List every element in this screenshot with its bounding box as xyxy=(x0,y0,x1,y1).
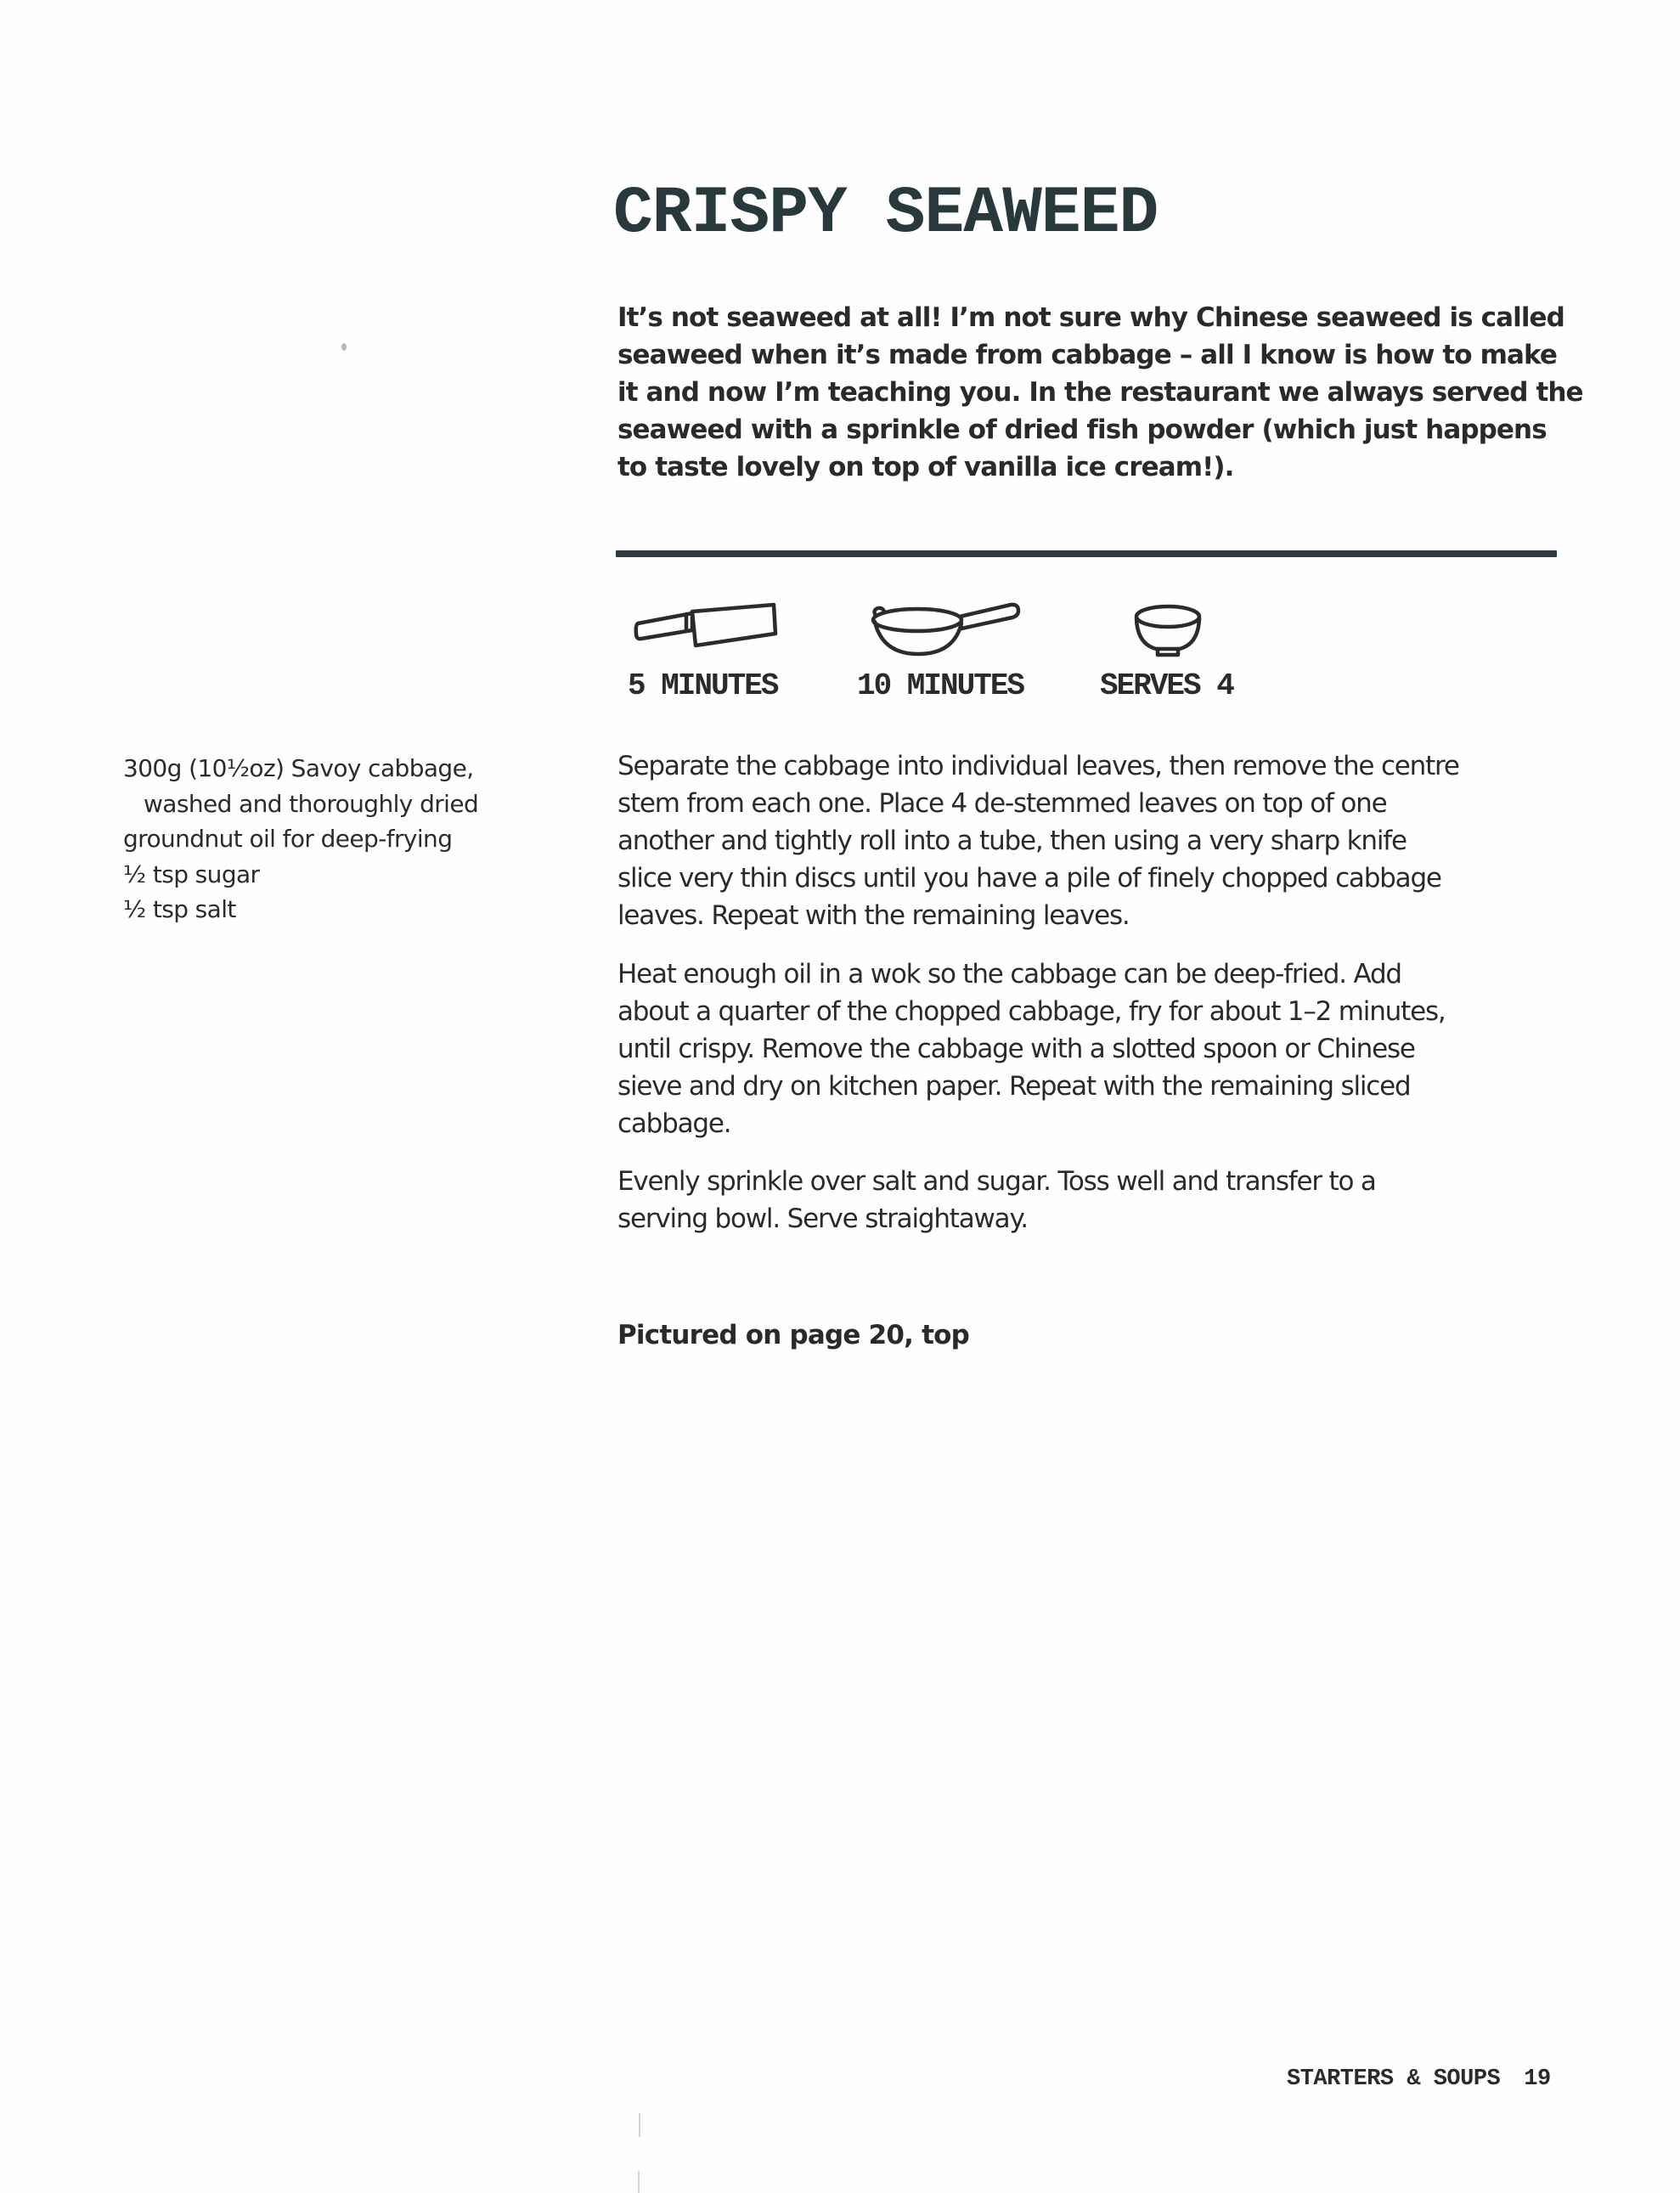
cook-time-label: 10 MINUTES xyxy=(857,668,1024,703)
method-line: until crispy. Remove the cabbage with a slotted spoon or Chinese xyxy=(617,1034,1415,1064)
method-step-3 xyxy=(617,1163,1560,1237)
ingredient-item xyxy=(123,857,514,893)
page-number: 19 xyxy=(1524,2066,1551,2092)
scan-mark xyxy=(639,2113,640,2137)
section-divider xyxy=(616,550,1557,557)
method-step-2 xyxy=(617,956,1560,1142)
prep-time-label: 5 MINUTES xyxy=(628,668,778,703)
ingredient-line: washed and thoroughly dried xyxy=(144,789,479,818)
method-line: another and tightly roll into a tube, then using a very sharp knife xyxy=(617,826,1407,856)
ingredient-line: groundnut oil for deep-frying xyxy=(123,825,453,853)
scan-speck xyxy=(341,343,347,351)
ingredient-item xyxy=(123,821,514,857)
page-footer xyxy=(1287,2066,1551,2093)
method-step-1 xyxy=(617,747,1560,934)
recipe-title: CRISPY SEAWEED xyxy=(613,177,1159,251)
ingredient-item xyxy=(123,892,514,927)
method-line: slice very thin discs until you have a pile of finely chopped cabbage xyxy=(617,863,1441,894)
intro-line: it and now I’m teaching you. In the restaurant we always served the xyxy=(617,377,1583,408)
ingredient-line: ½ tsp salt xyxy=(123,895,236,923)
method-line: Heat enough oil in a wok so the cabbage can be deep-fried. Add xyxy=(617,959,1401,989)
ingredient-line: ½ tsp sugar xyxy=(123,860,260,888)
ingredient-item xyxy=(123,751,514,821)
method-line: serving bowl. Serve straightaway. xyxy=(617,1204,1028,1234)
method-line: sieve and dry on kitchen paper. Repeat with the remaining sliced xyxy=(617,1071,1411,1102)
bowl-icon xyxy=(1132,601,1204,659)
method-line: about a quarter of the chopped cabbage, fry for about 1–2 minutes, xyxy=(617,996,1446,1027)
intro-line: seaweed when it’s made from cabbage – all I know is how to make xyxy=(617,340,1558,370)
method-line: stem from each one. Place 4 de-stemmed leaves on top of one xyxy=(617,788,1387,819)
method-line: Evenly sprinkle over salt and sugar. Toss well and transfer to a xyxy=(617,1166,1376,1197)
ingredient-line: 300g (10½oz) Savoy cabbage, xyxy=(123,754,474,782)
stat-serves xyxy=(1100,601,1233,703)
stat-cook-time xyxy=(857,601,1024,703)
intro-line: It’s not seaweed at all! I’m not sure why Chinese seaweed is called xyxy=(617,302,1564,333)
wok-pan-icon xyxy=(871,601,1023,657)
recipe-intro xyxy=(617,299,1583,486)
method-line: cabbage. xyxy=(617,1108,731,1139)
serves-label: SERVES 4 xyxy=(1100,668,1233,703)
method-line: Separate the cabbage into individual leaves, then remove the centre xyxy=(617,751,1459,781)
intro-line: seaweed with a sprinkle of dried fish powder (which just happens xyxy=(617,414,1547,445)
method-line: leaves. Repeat with the remaining leaves. xyxy=(617,900,1130,931)
footer-section-title: STARTERS & SOUPS xyxy=(1287,2066,1501,2092)
stat-prep-time xyxy=(628,601,779,703)
intro-line: to taste lovely on top of vanilla ice cream!). xyxy=(617,452,1234,482)
scan-mark xyxy=(638,2171,640,2193)
cleaver-knife-icon xyxy=(633,601,779,654)
ingredients-list xyxy=(123,751,514,927)
pictured-note: Pictured on page 20, top xyxy=(617,1320,969,1350)
